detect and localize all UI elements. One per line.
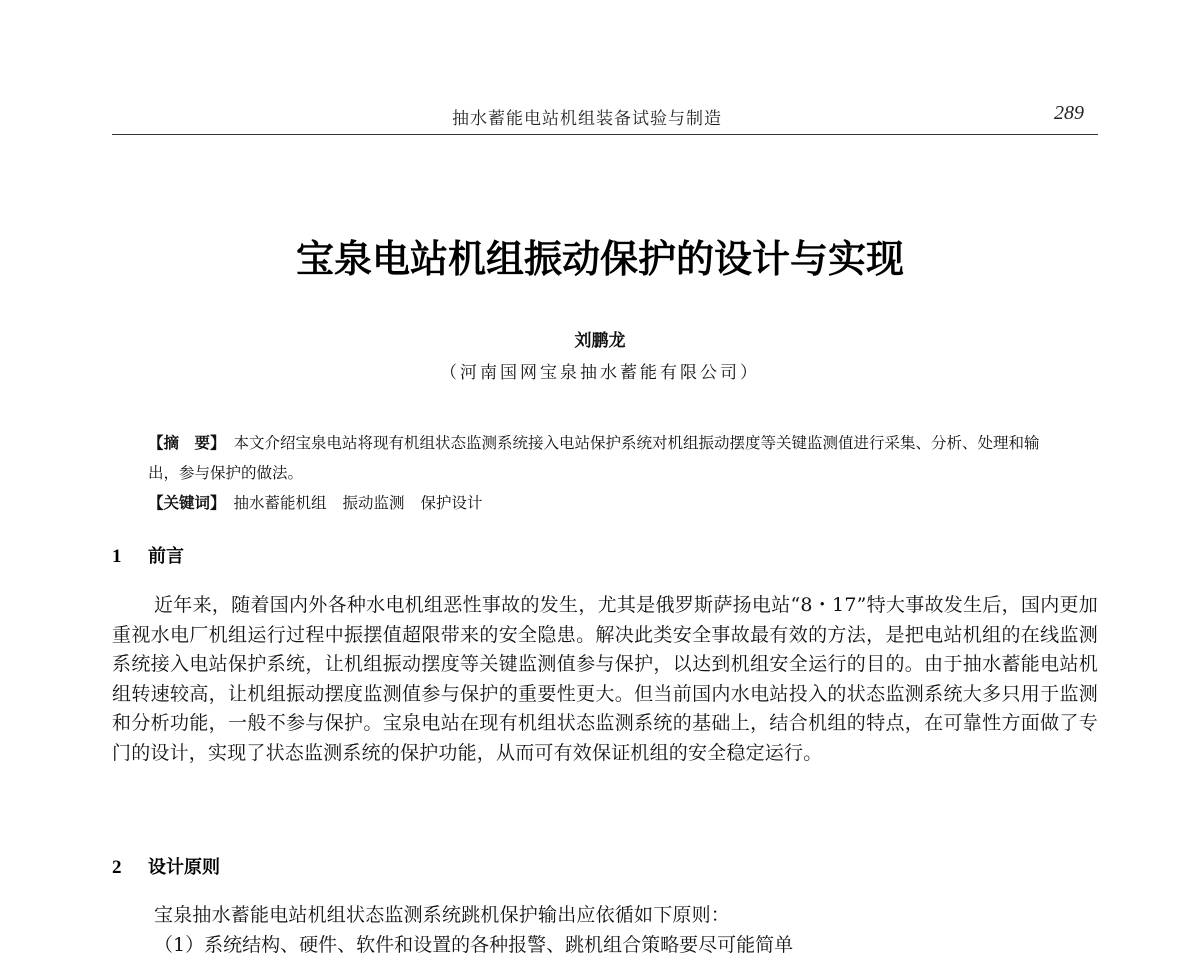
keyword: 抽水蓄能机组 xyxy=(233,494,327,512)
running-header xyxy=(112,100,1098,135)
page-number: 289 xyxy=(1054,102,1084,124)
section-heading-2 xyxy=(112,853,220,879)
body-paragraph: 近年来，随着国内外各种水电机组恶性事故的发生，尤其是俄罗斯萨扬电站“8・17”特大事故发生后，国内更加重视水电厂机组运行过程中振摆值超限带来的安全隐患。解决此类安全事故最有效的方法，是把电站机组的在线监测系统接入电站保护系统，让机组振动摆度等关键监测值参与保护，以达到机组安全运行的目的。由于抽水蓄能电站机组转速较高，让机组振动摆度监测值参与保护的重要性更大。但当前国内水电站投入的状态监测系统大多只用于监测和分析功能，一般不参与保护。宝泉电站在现有机组状态监测系统的基础上，结合机组的特点，在可靠性方面做了专门的设计，实现了状态监测系统的保护功能，从而可有效保证机组的安全稳定运行。 xyxy=(112,594,1098,764)
abstract-label: 【摘 要】 xyxy=(148,434,226,452)
keyword: 保护设计 xyxy=(420,494,483,512)
body-paragraph: 宝泉抽水蓄能电站机组状态监测系统跳机保护输出应依循如下原则： xyxy=(154,904,731,926)
abstract xyxy=(148,428,1068,488)
abstract-block xyxy=(148,428,1068,518)
author-affiliation: （河南国网宝泉抽水蓄能有限公司） xyxy=(440,363,760,383)
section-title: 前言 xyxy=(148,546,184,567)
section-number: 2 xyxy=(112,857,122,878)
abstract-text: 本文介绍宝泉电站将现有机组状态监测系统接入电站保护系统对机组振动摆度等关键监测值进行采集、分析、处理和输出，参与保护的做法。 xyxy=(148,434,1040,482)
section-title: 设计原则 xyxy=(148,857,220,878)
principle-list-item: （1）系统结构、硬件、软件和设置的各种报警、跳机组合策略要尽可能简单 xyxy=(154,934,794,956)
keywords xyxy=(148,488,1068,518)
section-heading-1 xyxy=(112,542,184,568)
paper-title: 宝泉电站机组振动保护的设计与实现 xyxy=(295,236,904,281)
section-number: 1 xyxy=(112,546,122,567)
author-name: 刘鹏龙 xyxy=(574,331,626,351)
running-title: 抽水蓄能电站机组装备试验与制造 xyxy=(452,109,722,129)
keywords-label: 【关键词】 xyxy=(148,494,226,512)
keyword: 振动监测 xyxy=(342,494,405,512)
